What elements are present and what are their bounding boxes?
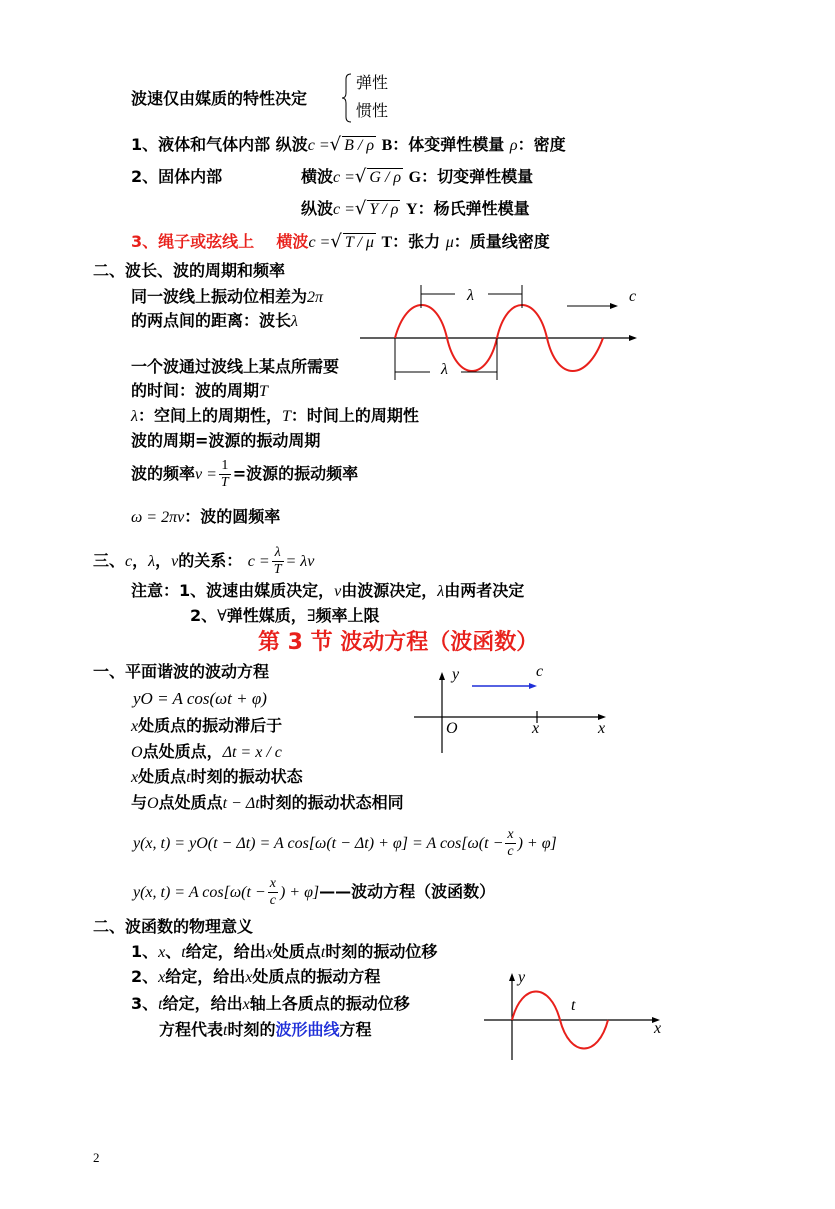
row4-label: 3、绳子或弦线上 bbox=[131, 232, 255, 251]
note-line-1 bbox=[131, 581, 524, 602]
s2-line7 bbox=[131, 458, 358, 491]
s4-l5-o: O bbox=[147, 795, 159, 812]
row1-rho: ρ bbox=[509, 137, 518, 154]
row1-label: 1、液体和气体内部 bbox=[131, 135, 271, 154]
s4-l3-o: O bbox=[131, 744, 143, 761]
s3-nu: ν bbox=[171, 553, 179, 570]
freq-nu: ν = bbox=[195, 466, 217, 483]
s2-line1-text: 同一波线上振动位相差为 bbox=[131, 287, 308, 306]
row1-note: ：体变弹性模量 bbox=[392, 135, 505, 154]
lambda-bottom-label: λ bbox=[441, 361, 448, 378]
eq3-b: ) + φ] bbox=[279, 884, 320, 901]
forall-symbol: ∀ bbox=[217, 608, 227, 625]
speed-determinant-line bbox=[131, 89, 307, 109]
s4-eq1: yO = A cos(ωt + φ) bbox=[133, 689, 267, 708]
s5-item3 bbox=[131, 994, 410, 1015]
s2-line5-b: ：空间上的周期性， bbox=[137, 406, 282, 425]
note1-c: 由两者决定 bbox=[444, 581, 525, 600]
s2-line8 bbox=[131, 507, 280, 528]
row2-wave: 横波 bbox=[301, 167, 334, 186]
freq-num: 1 bbox=[219, 458, 231, 475]
note1-nu: ν bbox=[334, 583, 342, 600]
row4-sqrt: T / μ bbox=[344, 234, 374, 251]
row4-note: ：张力 bbox=[392, 232, 441, 251]
s5-item2 bbox=[131, 967, 380, 988]
s5-i1-a: 1、 bbox=[131, 942, 159, 961]
s2-line6: 波的周期=波源的振动周期 bbox=[131, 431, 321, 450]
eq3-fraction bbox=[268, 876, 278, 909]
s5-i4-t: t bbox=[223, 1022, 228, 1039]
speed-row-4 bbox=[131, 232, 550, 253]
s5-i1-t2: t bbox=[320, 944, 326, 961]
eq3-num: x bbox=[269, 876, 276, 891]
brace-top-item: 弹性 bbox=[356, 73, 389, 92]
s4-l4-t: t bbox=[186, 769, 191, 786]
s5-heading: 二、波函数的物理意义 bbox=[93, 917, 254, 936]
s3-sep1: ， bbox=[132, 551, 149, 570]
axes2-x-label: x bbox=[654, 1020, 662, 1037]
s2-line1 bbox=[131, 287, 323, 308]
row3-sym: Y bbox=[406, 201, 418, 218]
section-3-heading bbox=[93, 545, 314, 578]
eq2-num: x bbox=[507, 827, 514, 842]
propagation-axes-diagram bbox=[410, 668, 610, 758]
s4-line4 bbox=[131, 767, 303, 788]
s4-heading: 一、平面谐波的波动方程 bbox=[93, 662, 270, 681]
waveform-curve-term: 波形曲线 bbox=[275, 1020, 340, 1039]
eq2-den: c bbox=[507, 844, 514, 859]
row2-sqrt: G / ρ bbox=[369, 169, 402, 186]
s3-relation: 的关系： bbox=[178, 551, 243, 570]
s5-i2-b: 给定，给出 bbox=[165, 967, 246, 986]
speed-row-3 bbox=[301, 199, 530, 220]
s2-line2-text: 的两点间的距离：波长 bbox=[131, 311, 292, 330]
s5-i4-b: 时刻的 bbox=[227, 1020, 276, 1039]
wave-speed-c-label: c bbox=[629, 288, 637, 305]
s2-line2-math: λ bbox=[291, 313, 298, 330]
sqrt-sign: √ bbox=[354, 198, 367, 219]
row1-sym: B bbox=[381, 137, 393, 154]
s3-lambda: λ bbox=[148, 553, 156, 570]
s2-line1-math: 2π bbox=[307, 289, 324, 306]
speed-row-1 bbox=[131, 135, 566, 156]
s4-l2-x: x bbox=[131, 718, 139, 735]
s4-eq2 bbox=[133, 827, 557, 860]
brace-bottom-item: 惯性 bbox=[356, 101, 389, 120]
note2-c: 频率上限 bbox=[315, 606, 380, 625]
omega-formula: ω = 2πν bbox=[131, 509, 185, 526]
section-2-heading: 二、波长、波的周期和频率 bbox=[93, 261, 286, 280]
s5-i3-x: x bbox=[242, 996, 250, 1013]
note1-b: 由波源决定， bbox=[341, 581, 438, 600]
section-title: 第 3 节 波动方程（波函数） bbox=[258, 630, 539, 655]
s2-line4-text: 的时间：波的周期 bbox=[131, 381, 260, 400]
s4-l4-x: x bbox=[131, 769, 139, 786]
s4-l4-a: 处质点 bbox=[138, 767, 187, 786]
axes1-x-axis-label: x bbox=[598, 720, 606, 737]
s2-T: T bbox=[281, 408, 291, 425]
note1-lambda: λ bbox=[437, 583, 445, 600]
s4-l3-math: Δt = x / c bbox=[222, 744, 282, 761]
sqrt-sign: √ bbox=[329, 134, 342, 155]
row4-formula-lhs: c = bbox=[308, 234, 331, 251]
s4-line5 bbox=[131, 793, 404, 814]
freq-label: 波的频率 bbox=[131, 464, 196, 483]
s5-i3-c: 轴上各质点的振动位移 bbox=[249, 994, 410, 1013]
row3-wave: 纵波 bbox=[301, 199, 334, 218]
s4-line2 bbox=[131, 716, 282, 737]
s3-frac-den: T bbox=[273, 562, 282, 577]
s5-i2-c: 处质点的振动方程 bbox=[252, 967, 381, 986]
s3-frac-num: λ bbox=[272, 545, 284, 562]
s4-l5-c: 时刻的振动状态相同 bbox=[259, 793, 404, 812]
s3-c: c bbox=[125, 553, 133, 570]
row1-formula-lhs: c = bbox=[307, 137, 330, 154]
s5-item1 bbox=[131, 942, 437, 963]
s4-l3-text: 点处质点， bbox=[142, 742, 223, 761]
s5-i3-t: t bbox=[158, 996, 163, 1013]
row4-mu: μ bbox=[445, 234, 454, 251]
s3-num: 三、 bbox=[93, 551, 126, 570]
row2-sym: G bbox=[408, 169, 422, 186]
s4-eq3 bbox=[133, 876, 495, 909]
eq3-den: c bbox=[269, 893, 276, 908]
s3-formula-lhs: c = bbox=[247, 553, 270, 570]
row2-label: 2、固体内部 bbox=[131, 167, 223, 186]
exists-symbol: ∃ bbox=[306, 608, 316, 625]
row4-wave: 横波 bbox=[276, 232, 309, 251]
s5-item4 bbox=[159, 1020, 372, 1041]
s2-line4 bbox=[131, 381, 268, 402]
row3-sqrt: Y / ρ bbox=[369, 201, 399, 218]
s3-formula-rhs: = λν bbox=[285, 553, 315, 570]
speed-prefix: 波速仅由媒质的特性决定 bbox=[131, 89, 308, 108]
row1-wave: 纵波 bbox=[275, 135, 308, 154]
freq-den: T bbox=[220, 475, 229, 490]
s5-i2-a: 2、 bbox=[131, 967, 159, 986]
page-number: 2 bbox=[93, 1150, 100, 1165]
speed-row-2 bbox=[131, 167, 222, 187]
s4-l2-text: 处质点的振动滞后于 bbox=[138, 716, 283, 735]
row3-note: ：杨氏弹性模量 bbox=[417, 199, 530, 218]
s5-i1-c: 处质点 bbox=[272, 942, 321, 961]
eq2-fraction bbox=[505, 827, 515, 860]
s5-i1-t: t bbox=[181, 944, 186, 961]
s4-line3 bbox=[131, 742, 282, 763]
note1-a: 注意：1、波速由媒质决定， bbox=[131, 581, 335, 600]
s2-line5-d: ：时间上的周期性 bbox=[290, 406, 419, 425]
eq2-a: y(x, t) = yO(t − Δt) = A cos[ω(t − Δt) + φ] = A cos[ω(t − bbox=[133, 835, 504, 852]
s5-i4-c: 方程 bbox=[339, 1020, 372, 1039]
note2-a: 2、 bbox=[190, 606, 218, 625]
row4-mu-note: ：质量线密度 bbox=[453, 232, 550, 251]
s2-line2 bbox=[131, 311, 298, 332]
lambda-top-label: λ bbox=[467, 287, 474, 304]
s5-i2-x2: x bbox=[245, 969, 253, 986]
omega-note: ：波的圆频率 bbox=[184, 507, 281, 526]
axes1-origin-label: O bbox=[446, 720, 458, 737]
row2-formula-lhs: c = bbox=[333, 169, 355, 186]
axes1-y-label: y bbox=[452, 666, 460, 683]
row1-sqrt: B / ρ bbox=[344, 137, 375, 154]
axes1-c-label: c bbox=[536, 663, 544, 680]
curly-brace bbox=[342, 73, 352, 123]
freq-note: =波源的振动频率 bbox=[232, 464, 359, 483]
s5-i3-b: 给定，给出 bbox=[162, 994, 243, 1013]
s5-i1-b: 给定，给出 bbox=[185, 942, 266, 961]
s3-fraction bbox=[272, 545, 284, 578]
s5-i1-sep: 、 bbox=[165, 942, 182, 961]
axes2-t-label: t bbox=[571, 997, 576, 1014]
s4-l5-a: 与 bbox=[131, 793, 148, 812]
sqrt-sign: √ bbox=[330, 231, 342, 252]
row4-sym: T bbox=[381, 234, 393, 251]
s4-l5-math: t − Δt bbox=[222, 795, 260, 812]
s5-i4-a: 方程代表 bbox=[159, 1020, 224, 1039]
s4-l4-b: 时刻的振动状态 bbox=[190, 767, 303, 786]
eq2-b: ) + φ] bbox=[517, 835, 557, 852]
note2-b: 弹性媒质， bbox=[226, 606, 307, 625]
s5-i1-x2: x bbox=[265, 944, 273, 961]
s3-sep2: ， bbox=[155, 551, 172, 570]
freq-fraction bbox=[219, 458, 231, 491]
s2-lambda: λ bbox=[131, 408, 138, 425]
row1-rho-note: ：密度 bbox=[517, 135, 566, 154]
sqrt-sign: √ bbox=[354, 166, 367, 187]
wavelength-diagram bbox=[355, 280, 645, 390]
s5-i3-a: 3、 bbox=[131, 994, 159, 1013]
row2-note: ：切变弹性模量 bbox=[421, 167, 534, 186]
note-line-2 bbox=[190, 606, 380, 627]
s2-line5 bbox=[131, 406, 419, 427]
axes1-x-tick-label: x bbox=[532, 720, 540, 737]
s2-line4-math: T bbox=[259, 383, 268, 400]
speed-row-2-formula bbox=[301, 167, 533, 188]
row3-formula-lhs: c = bbox=[333, 201, 355, 218]
s5-i2-x: x bbox=[158, 969, 166, 986]
eq3-a: y(x, t) = A cos[ω(t − bbox=[133, 884, 266, 901]
eq3-text: ——波动方程（波函数） bbox=[319, 882, 496, 901]
s5-i1-x: x bbox=[158, 944, 166, 961]
s2-line3: 一个波通过波线上某点所需要 bbox=[131, 357, 340, 376]
s4-l5-b: 点处质点 bbox=[158, 793, 223, 812]
s5-i1-d: 时刻的振动位移 bbox=[325, 942, 438, 961]
axes2-y-label: y bbox=[518, 969, 526, 986]
